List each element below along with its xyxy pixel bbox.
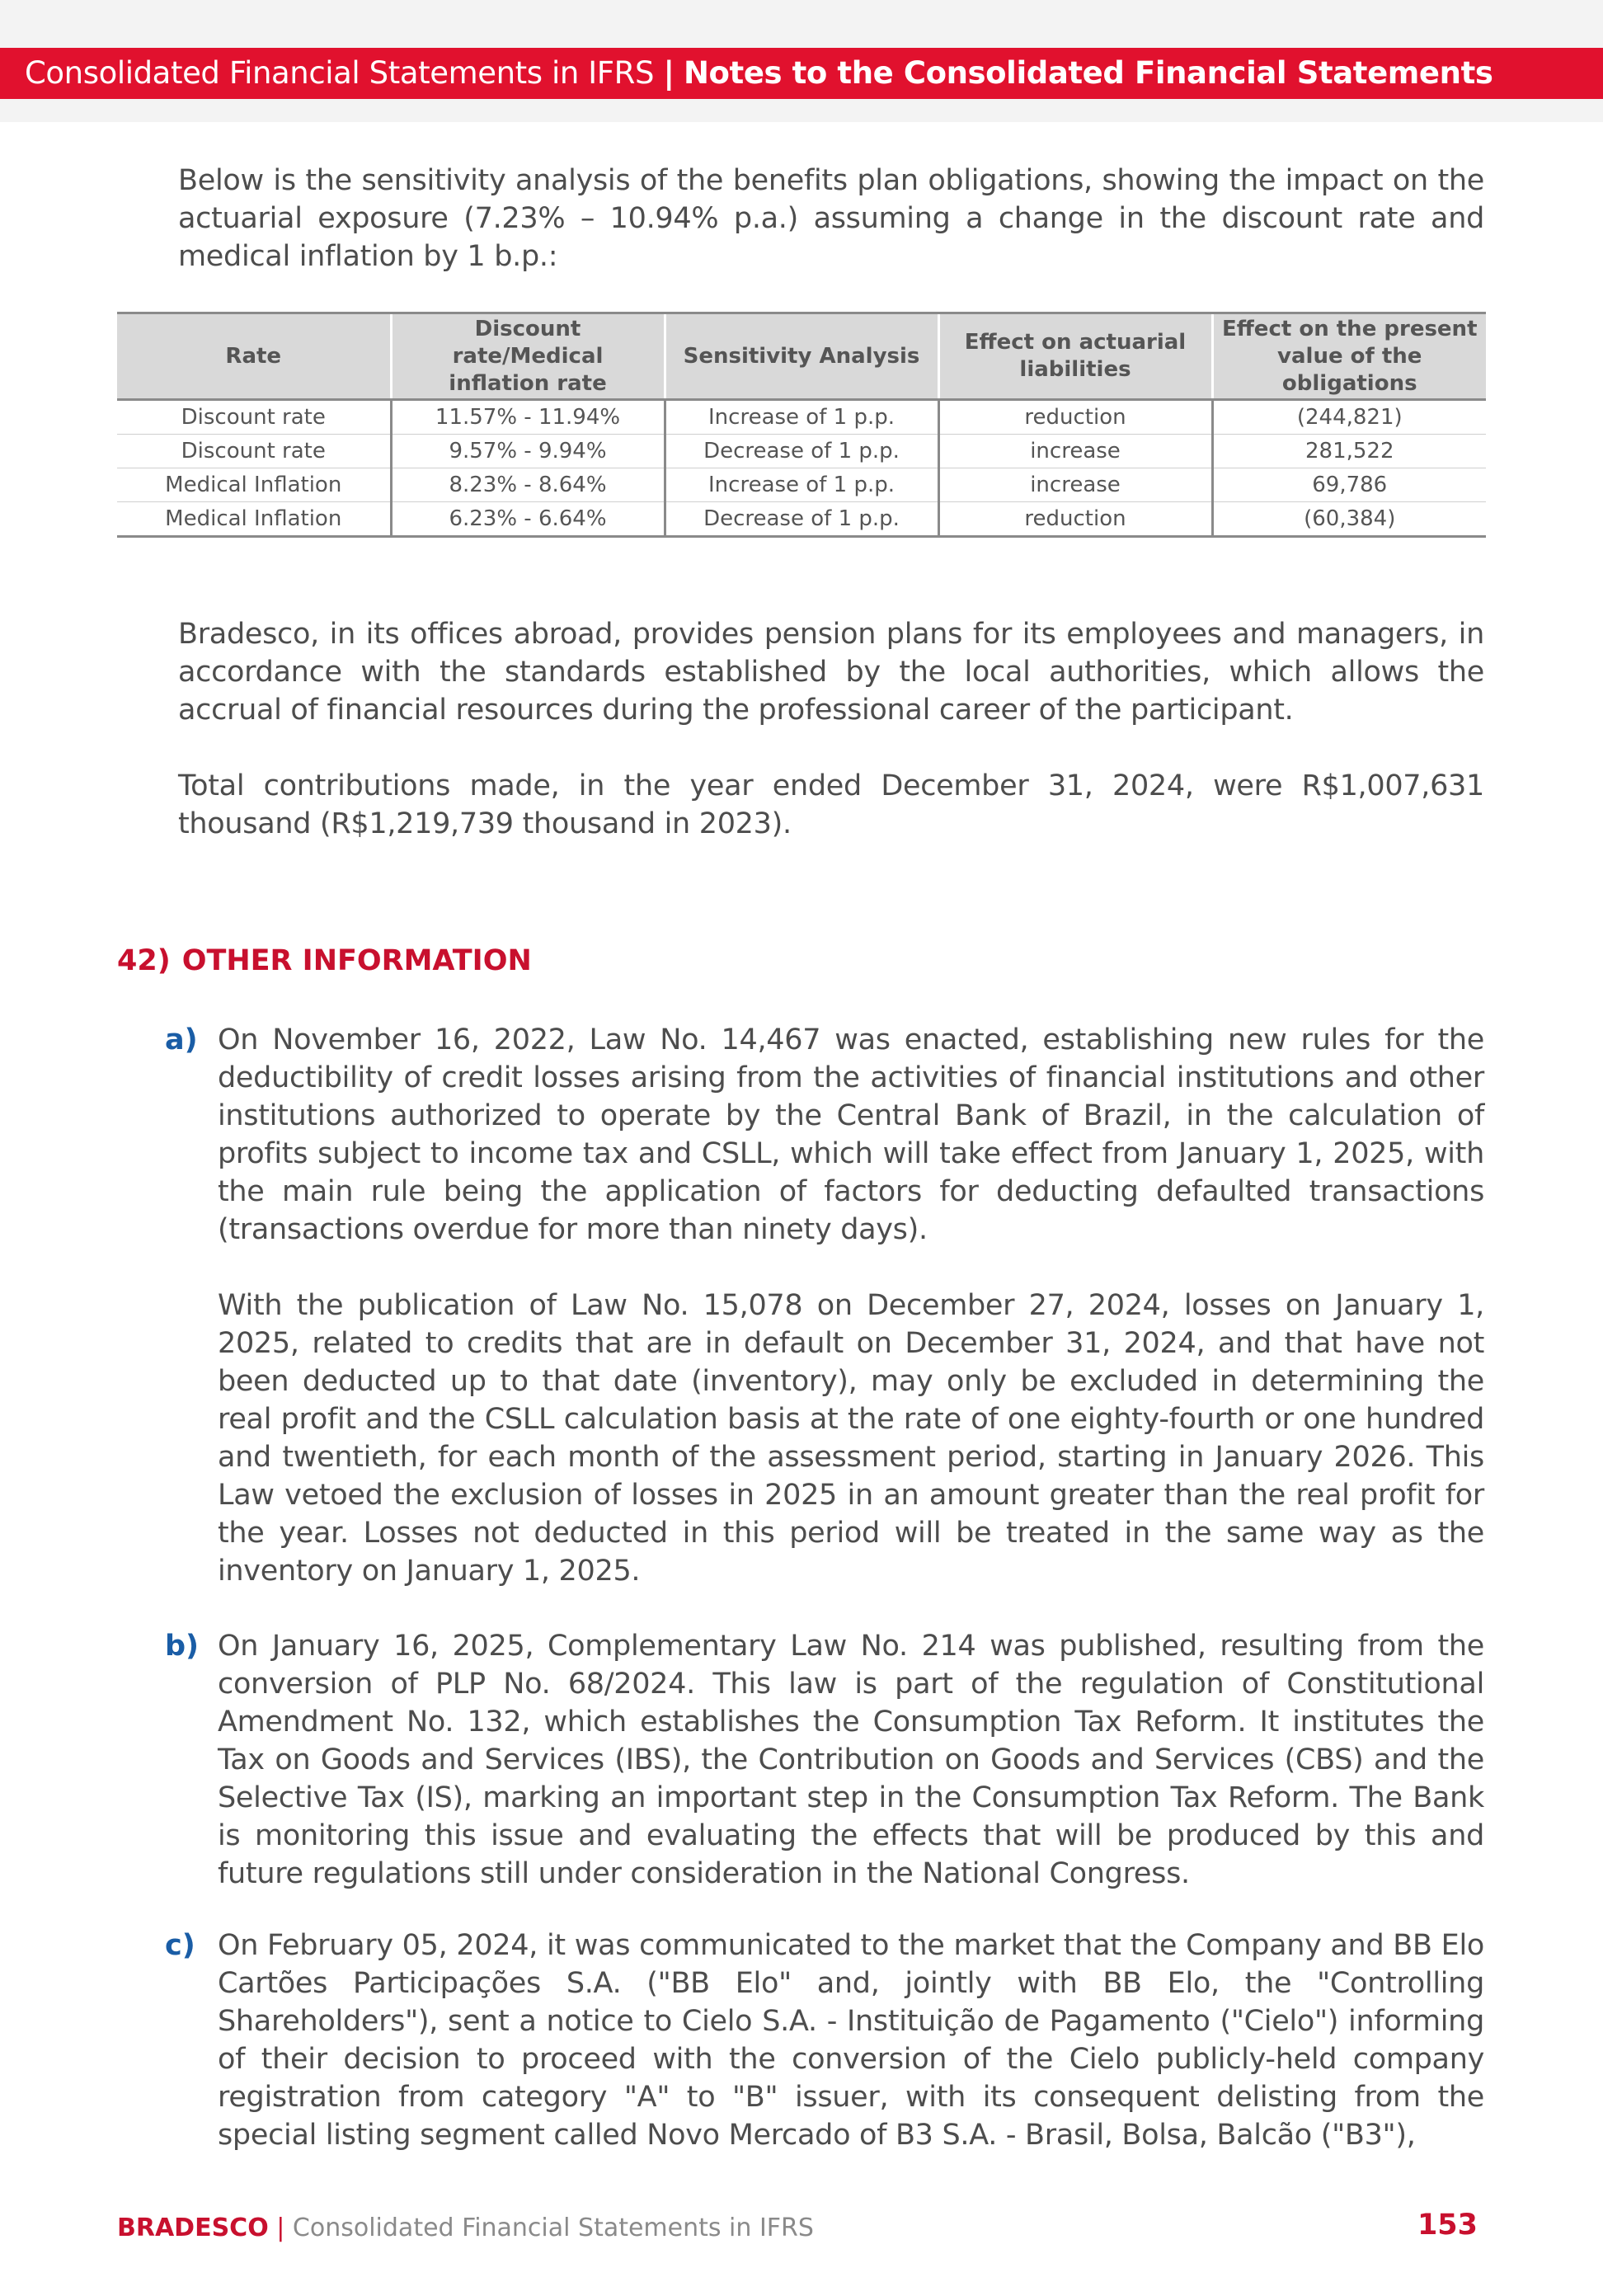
header-effect-liabilities: Effect on actuarial liabilities — [938, 313, 1212, 400]
page-number: 153 — [1417, 2209, 1478, 2242]
table-cell: 11.57% - 11.94% — [391, 400, 665, 435]
table-cell: Decrease of 1 p.p. — [665, 502, 938, 537]
item-body — [218, 1927, 1484, 2154]
header-sensitivity-analysis: Sensitivity Analysis — [665, 313, 938, 400]
table-header-row — [117, 313, 1486, 400]
header-effect-present-value: Effect on the present value of the obligations — [1212, 313, 1486, 400]
table-cell: Medical Inflation — [117, 502, 391, 537]
item-paragraph: On February 05, 2024, it was communicated to the market that the Company and BB Elo Cartões Participações S.A. ("BB Elo" and, jointly with BB Elo, the "Controlling Shareholders"), sent a notice to Cielo S.A. - Instituição de Pagamento ("Cielo") informing of their decision to proceed with the conversion of the Cielo publicly-held company registration from category "A" to "B" issuer, with its consequent delisting from the special listing segment called Novo Mercado of B3 S.A. - Brasil, Bolsa, Balcão ("B3"), — [218, 1929, 1484, 2152]
item-body — [218, 1627, 1484, 1893]
item-paragraph: On January 16, 2025, Complementary Law No. 214 was published, resulting from the conversion of PLP No. 68/2024. This law is part of the regulation of Constitutional Amendment No. 132, which establishes the Consumption Tax Reform. It institutes the Tax on Goods and Services (IBS), the Contribution on Goods and Services (CBS) and the Selective Tax (IS), marking an important step in the Consumption Tax Reform. The Bank is monitoring this issue and evaluating the effects that will be produced by this and future regulations still under consideration in the National Congress. — [218, 1630, 1484, 1890]
page-header — [0, 48, 1603, 99]
item-paragraph: On November 16, 2022, Law No. 14,467 was enacted, establishing new rules for the deductibility of credit losses arising from the activities of financial institutions and other institutions authorized to operate by the Central Bank of Brazil, in the calculation of profits subject to income tax and CSLL, which will take effect from January 1, 2025, with the main rule being the application of factors for deducting defaulted transactions (transactions overdue for more than ninety days). — [218, 1023, 1484, 1246]
item-letter: b) — [165, 1630, 200, 1663]
table-cell: Decrease of 1 p.p. — [665, 435, 938, 468]
table-cell: 8.23% - 8.64% — [391, 468, 665, 502]
contributions-paragraph: Total contributions made, in the year ended December 31, 2024, were R$1,007,631 thousand (R$1,219,739 thousand in 2023). — [178, 769, 1484, 840]
sensitivity-table — [117, 312, 1486, 538]
footer-text: Consolidated Financial Statements in IFRS — [292, 2214, 814, 2242]
table-row — [117, 502, 1486, 537]
table-row — [117, 435, 1486, 468]
page-footer — [117, 2209, 1478, 2255]
table-cell: (60,384) — [1212, 502, 1486, 537]
item-paragraph: With the publication of Law No. 15,078 on December 27, 2024, losses on January 1, 2025, related to credits that are in default on December 31, 2024, and that have not been deducted up to that date (inventory), may only be excluded in determining the real profit and the CSLL calculation basis at the rate of one eighty-fourth or one hundred and twentieth, for each month of the assessment period, starting in January 2026. This Law vetoed the exclusion of losses in 2025 in an amount greater than the real profit for the year. Losses not deducted in this period will be treated in the same way as the inventory on January 1, 2025. — [218, 1289, 1484, 1588]
header-discount-medical-rate: Discount rate/Medical inflation rate — [391, 313, 665, 400]
table-cell: 69,786 — [1212, 468, 1486, 502]
header-separator: | — [663, 55, 675, 91]
pension-plans-paragraph: Bradesco, in its offices abroad, provides pension plans for its employees and managers, in accordance with the standards established by the local authorities, which allows the accrual of financial resources during the professional career of the participant. — [178, 618, 1484, 727]
table-cell: increase — [938, 468, 1212, 502]
section-title: OTHER INFORMATION — [181, 944, 532, 977]
section-heading — [117, 944, 532, 977]
table-cell: 6.23% - 6.64% — [391, 502, 665, 537]
header-left: Consolidated Financial Statements in IFRS — [25, 55, 655, 91]
table-cell: Discount rate — [117, 400, 391, 435]
item-letter: c) — [165, 1929, 195, 1962]
footer-separator: | — [276, 2214, 285, 2242]
table-cell: Increase of 1 p.p. — [665, 400, 938, 435]
table-cell: 281,522 — [1212, 435, 1486, 468]
table-cell: Increase of 1 p.p. — [665, 468, 938, 502]
header-right: Notes to the Consolidated Financial Statements — [683, 55, 1493, 91]
table-cell: reduction — [938, 400, 1212, 435]
table-cell: Discount rate — [117, 435, 391, 468]
item-letter: a) — [165, 1023, 198, 1056]
header-rate: Rate — [117, 313, 391, 400]
footer-brand: BRADESCO — [117, 2214, 269, 2242]
table-row — [117, 468, 1486, 502]
table-row — [117, 400, 1486, 435]
table-cell: 9.57% - 9.94% — [391, 435, 665, 468]
table-cell: increase — [938, 435, 1212, 468]
item-body — [218, 1021, 1484, 1590]
section-number: 42) — [117, 944, 171, 977]
table-cell: reduction — [938, 502, 1212, 537]
intro-paragraph: Below is the sensitivity analysis of the benefits plan obligations, showing the impact on the actuarial exposure (7.23% – 10.94% p.a.) assuming a change in the discount rate and medical inflation by 1 b.p.: — [178, 164, 1484, 273]
table-cell: Medical Inflation — [117, 468, 391, 502]
table-cell: (244,821) — [1212, 400, 1486, 435]
